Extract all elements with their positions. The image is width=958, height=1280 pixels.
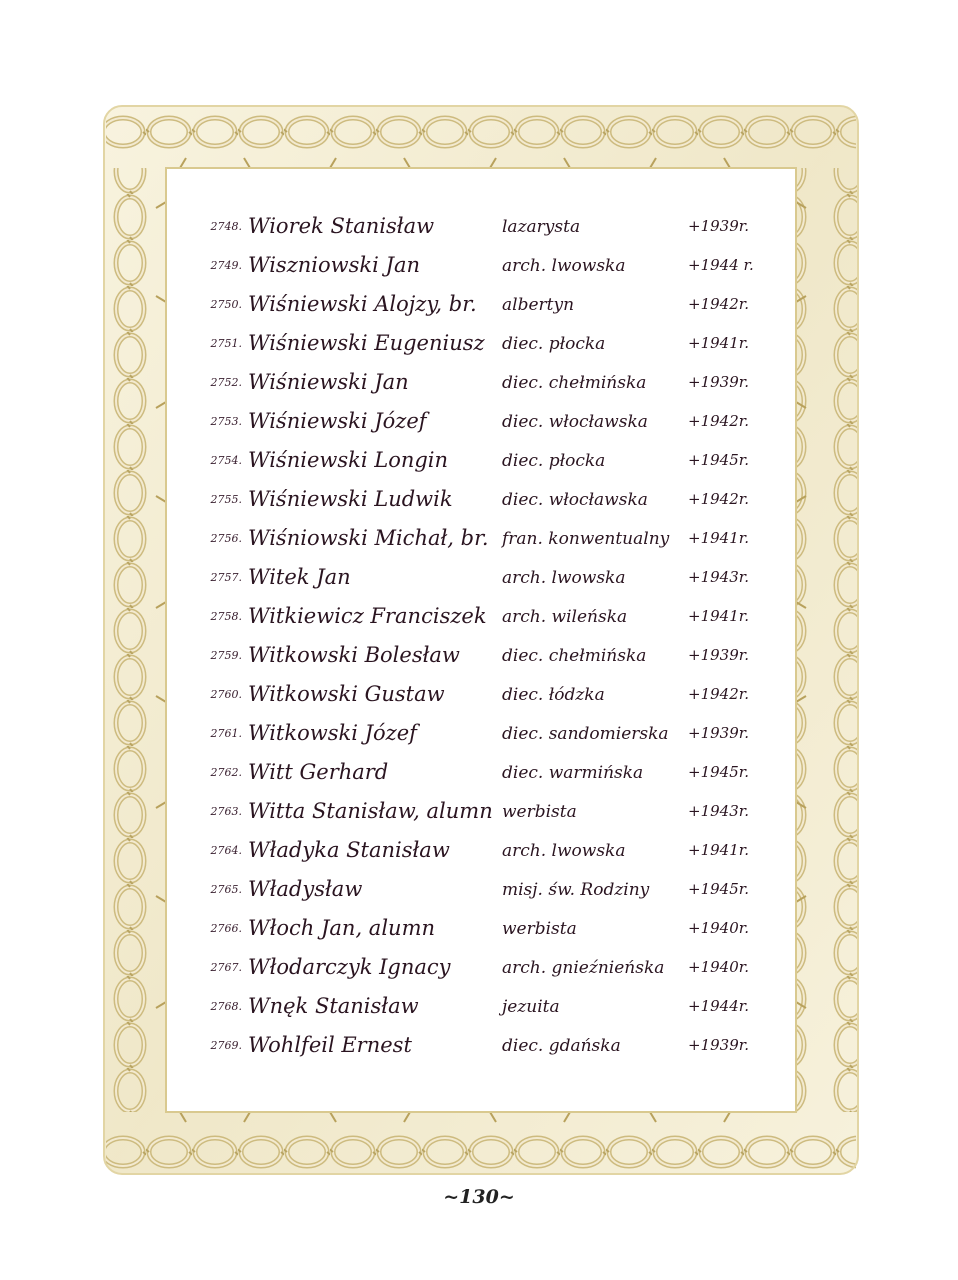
entry-number: 2757. [210,571,242,584]
entry-name: Witkiewicz Franciszek [248,604,487,628]
entry-number: 2758. [210,610,242,623]
entry-name: Wiśniewski Eugeniusz [248,331,485,355]
entry-death-year: +1942r. [688,295,750,313]
entry-number: 2763. [210,805,242,818]
entry-number: 2752. [210,376,242,389]
entry-death-year: +1942r. [688,490,750,508]
entry-number: 2749. [210,259,242,272]
list-item [190,368,790,407]
entry-name: Witkowski Gustaw [248,682,445,706]
list-item [190,836,790,875]
entry-death-year: +1939r. [688,1036,750,1054]
list-item [190,719,790,758]
entry-affiliation: diec. gdańska [502,1036,621,1056]
entry-death-year: +1945r. [688,763,750,781]
entry-name: Witta Stanisław, alumn [248,799,493,823]
entry-number: 2754. [210,454,242,467]
entry-number: 2751. [210,337,242,350]
list-item [190,680,790,719]
list-item [190,407,790,446]
list-item [190,953,790,992]
entry-name: Wiśniewski Alojzy, br. [248,292,477,316]
entry-death-year: +1939r. [688,724,750,742]
entry-name: Wiśniewski Longin [248,448,449,472]
entry-name: Wiorek Stanisław [248,214,435,238]
entry-death-year: +1942r. [688,412,750,430]
entry-name: Wiśniewski Jan [248,370,409,394]
entry-number: 2755. [210,493,242,506]
entry-name: Witek Jan [248,565,351,589]
entry-name: Wiszniowski Jan [248,253,420,277]
entry-name: Włoch Jan, alumn [248,916,436,940]
entry-affiliation: misj. św. Rodziny [502,880,650,900]
entry-death-year: +1945r. [688,880,750,898]
list-item [190,641,790,680]
entry-death-year: +1941r. [688,529,750,547]
page-number: ~130~ [443,1186,515,1208]
entry-death-year: +1941r. [688,334,750,352]
entry-name: Władyka Stanisław [248,838,450,862]
entry-affiliation: werbista [502,919,577,939]
list-item [190,758,790,797]
entry-death-year: +1939r. [688,646,750,664]
entry-name: Władysław [248,877,363,901]
entry-death-year: +1945r. [688,451,750,469]
entry-affiliation: diec. płocka [502,451,606,471]
entry-death-year: +1944r. [688,997,750,1015]
entry-number: 2769. [210,1039,242,1052]
list-item [190,797,790,836]
list-item [190,290,790,329]
entry-number: 2762. [210,766,242,779]
list-item [190,914,790,953]
entry-number: 2748. [210,220,242,233]
entry-death-year: +1944 r. [688,256,754,274]
entry-affiliation: diec. sandomierska [502,724,669,744]
entry-affiliation: arch. wileńska [502,607,628,627]
list-item [190,485,790,524]
entry-affiliation: arch. lwowska [502,568,626,588]
entry-number: 2764. [210,844,242,857]
entry-number: 2768. [210,1000,242,1013]
entry-name: Witkowski Bolesław [248,643,460,667]
entry-affiliation: jezuita [502,997,560,1017]
list-item [190,1031,790,1070]
entry-number: 2756. [210,532,242,545]
entry-affiliation: arch. gnieźnieńska [502,958,665,978]
entry-number: 2761. [210,727,242,740]
list-item [190,251,790,290]
entry-affiliation: albertyn [502,295,575,315]
entry-number: 2759. [210,649,242,662]
entry-affiliation: diec. włocławska [502,490,648,510]
entry-affiliation: arch. lwowska [502,256,626,276]
list-item [190,329,790,368]
list-item [190,563,790,602]
list-item [190,212,790,251]
entry-name: Wiśniowski Michał, br. [248,526,489,550]
list-item [190,446,790,485]
entry-affiliation: diec. włocławska [502,412,648,432]
entry-death-year: +1939r. [688,373,750,391]
entry-number: 2765. [210,883,242,896]
entry-death-year: +1943r. [688,802,750,820]
list-item [190,524,790,563]
entry-number: 2766. [210,922,242,935]
entry-affiliation: diec. warmińska [502,763,644,783]
entry-name: Wiśniewski Ludwik [248,487,453,511]
entry-affiliation: fran. konwentualny [502,529,670,549]
entry-death-year: +1940r. [688,958,750,976]
entry-death-year: +1940r. [688,919,750,937]
entry-death-year: +1941r. [688,841,750,859]
entry-affiliation: diec. łódzka [502,685,605,705]
list-item [190,875,790,914]
entry-death-year: +1939r. [688,217,750,235]
entry-affiliation: diec. chełmińska [502,373,647,393]
entry-name: Wohlfeil Ernest [248,1033,412,1057]
entry-affiliation: diec. chełmińska [502,646,647,666]
entry-number: 2753. [210,415,242,428]
entry-death-year: +1941r. [688,607,750,625]
entry-affiliation: lazarysta [502,217,581,237]
entry-name: Wnęk Stanisław [248,994,419,1018]
entry-name: Włodarczyk Ignacy [248,955,451,979]
entry-name: Witkowski Józef [248,721,417,745]
entry-affiliation: werbista [502,802,577,822]
entry-affiliation: diec. płocka [502,334,606,354]
entry-number: 2750. [210,298,242,311]
entry-name: Wiśniewski Józef [248,409,427,433]
entry-number: 2767. [210,961,242,974]
entry-death-year: +1942r. [688,685,750,703]
entry-affiliation: arch. lwowska [502,841,626,861]
entry-death-year: +1943r. [688,568,750,586]
list-item [190,992,790,1031]
entry-name: Witt Gerhard [248,760,389,784]
entry-number: 2760. [210,688,242,701]
list-item [190,602,790,641]
